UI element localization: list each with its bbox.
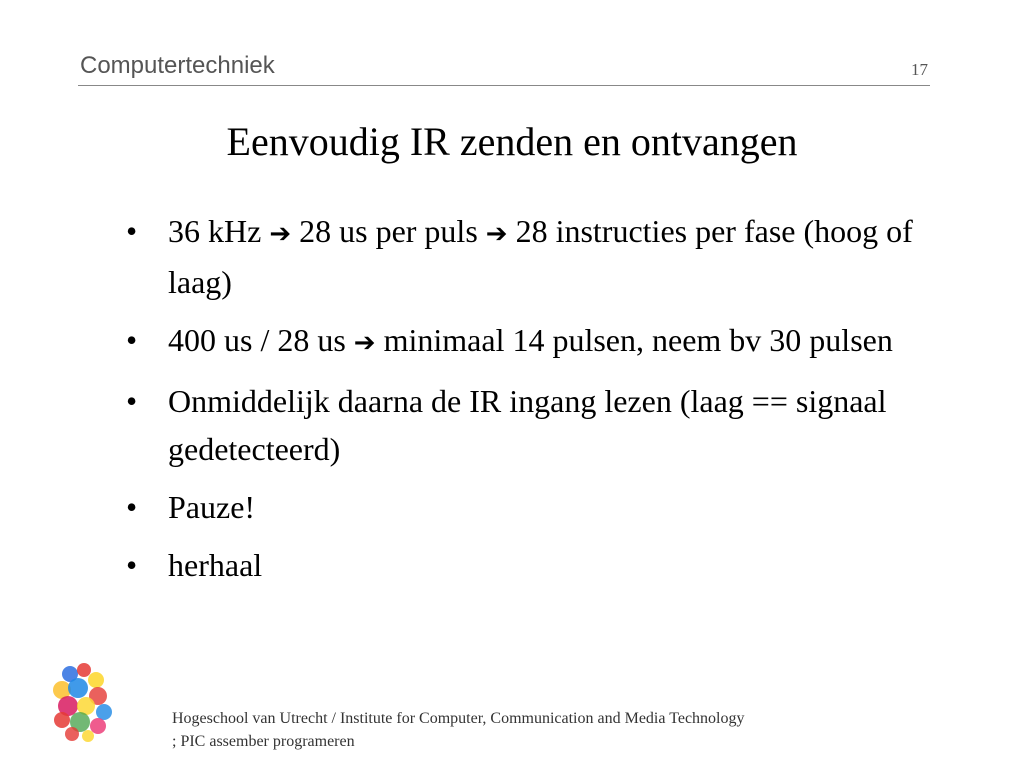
header-title: Computertechniek	[80, 52, 275, 79]
bullet-text: Pauze!	[168, 489, 256, 525]
hu-logo-icon	[48, 662, 120, 744]
arrow-icon: ➔	[269, 219, 292, 249]
bullet-list	[126, 207, 916, 599]
footer	[172, 707, 745, 753]
slide-title: Eenvoudig IR zenden en ontvangen	[226, 119, 798, 164]
bullet-text: Onmiddelijk daarna de IR ingang lezen (laag == signaal gedetecteerd)	[168, 383, 887, 467]
bullet-item	[126, 207, 916, 306]
bullet-dot: •	[126, 213, 138, 249]
page-number: 17	[911, 60, 928, 79]
bullet-dot: •	[126, 489, 138, 525]
bullet-dot: •	[126, 547, 138, 583]
bullet-item	[126, 377, 916, 473]
bullet-text: 28 instructies per fase (hoog of laag)	[168, 213, 913, 300]
footer-course: ; PIC assember programeren	[172, 733, 355, 750]
header-divider	[78, 85, 930, 86]
arrow-icon: ➔	[353, 328, 376, 358]
bullet-item	[126, 483, 916, 531]
bullet-dot: •	[126, 383, 138, 419]
bullet-text: minimaal 14 pulsen, neem bv 30 pulsen	[375, 322, 893, 358]
bullet-item	[126, 316, 916, 367]
bullet-item	[126, 541, 916, 589]
bullet-text: 28 us per puls	[291, 213, 486, 249]
bullet-dot: •	[126, 322, 138, 358]
arrow-icon: ➔	[485, 219, 508, 249]
footer-institution: Hogeschool van Utrecht / Institute for Computer, Communication and Media Technology	[172, 710, 745, 727]
bullet-text: 400 us / 28 us	[168, 322, 354, 358]
bullet-text: herhaal	[168, 547, 263, 583]
bullet-text: 36 kHz	[168, 213, 270, 249]
